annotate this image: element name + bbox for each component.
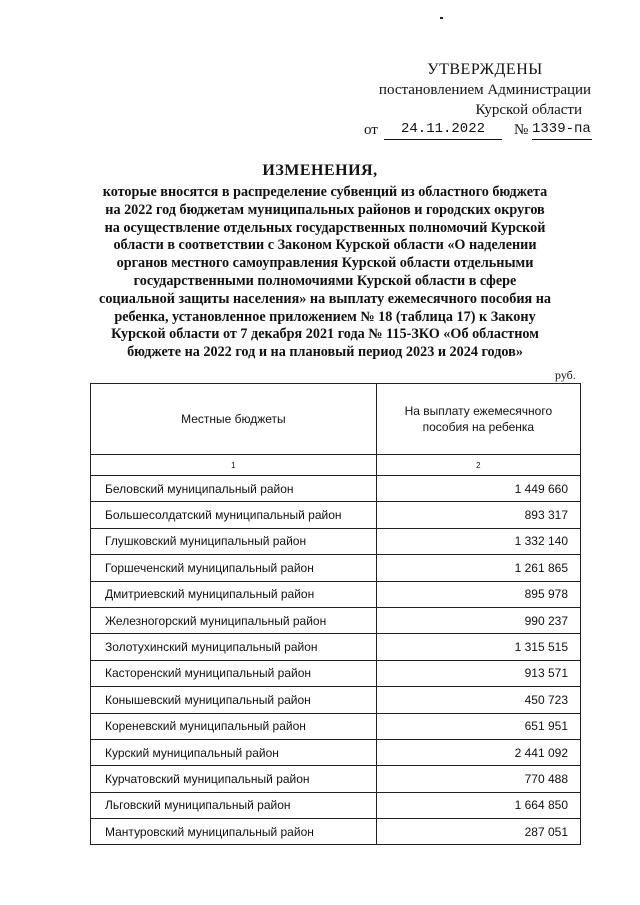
approval-line-2: Курской области bbox=[475, 102, 582, 118]
heading-line: социальной защиты населения» на выплату ежемесячного пособия на bbox=[99, 290, 551, 307]
table-row bbox=[91, 607, 581, 633]
table-row bbox=[91, 502, 581, 528]
table-row bbox=[91, 687, 581, 713]
heading-line: государственными полномочиями Курской области в сфере bbox=[133, 272, 517, 289]
table-row bbox=[91, 739, 581, 765]
subvention-amount: 895 978 bbox=[376, 581, 580, 607]
subvention-amount: 770 488 bbox=[376, 766, 580, 792]
header-payment bbox=[376, 384, 580, 455]
table-header-row bbox=[91, 384, 581, 455]
approval-line-1: постановлением Администрации bbox=[378, 82, 592, 98]
district-name: Золотухинский муниципальный район bbox=[91, 634, 377, 660]
header-local-budgets: Местные бюджеты bbox=[91, 384, 377, 455]
approval-stamp bbox=[360, 60, 610, 140]
heading-line: ребенка, установленное приложением № 18 (таблица 17) к Закону bbox=[114, 308, 536, 325]
district-name: Курчатовский муниципальный район bbox=[91, 766, 377, 792]
district-name: Железногорский муниципальный район bbox=[91, 607, 377, 633]
document-heading bbox=[60, 184, 590, 362]
heading-line: на осуществление отдельных государственных полномочий Курской bbox=[104, 219, 546, 236]
table-column-number-row bbox=[91, 455, 581, 476]
table-row bbox=[91, 581, 581, 607]
table-row bbox=[91, 555, 581, 581]
header-payment-text: На выплату ежемесячного пособия на ребенка bbox=[404, 404, 553, 434]
district-name: Большесолдатский муниципальный район bbox=[91, 502, 377, 528]
subvention-amount: 1 315 515 bbox=[376, 634, 580, 660]
subvention-amount: 287 051 bbox=[376, 819, 580, 845]
subvention-amount: 1 261 865 bbox=[376, 555, 580, 581]
subvention-amount: 450 723 bbox=[376, 687, 580, 713]
heading-line: области в соответствии с Законом Курской области «О наделении bbox=[113, 237, 537, 254]
table-row bbox=[91, 819, 581, 845]
district-name: Курский муниципальный район bbox=[91, 739, 377, 765]
column-number-2: 2 bbox=[376, 455, 580, 476]
scan-mark bbox=[440, 17, 443, 19]
district-name: Касторенский муниципальный район bbox=[91, 660, 377, 686]
date-prefix: от bbox=[364, 122, 378, 138]
district-name: Беловский муниципальный район bbox=[91, 476, 377, 502]
subvention-amount: 1 332 140 bbox=[376, 528, 580, 554]
approval-number: 1339-па bbox=[532, 120, 592, 140]
heading-line: бюджете на 2022 год и на плановый период 2023 и 2024 годов» bbox=[127, 344, 523, 361]
heading-line: Курской области от 7 декабря 2021 года № 115-ЗКО «Об областном bbox=[111, 326, 539, 343]
unit-label: руб. bbox=[555, 368, 576, 382]
district-name: Мантуровский муниципальный район bbox=[91, 819, 377, 845]
heading-line: на 2022 год бюджетам муниципальных районов и городских округов bbox=[105, 201, 545, 218]
table-row bbox=[91, 476, 581, 502]
subvention-amount: 651 951 bbox=[376, 713, 580, 739]
number-prefix: № bbox=[514, 122, 529, 138]
district-name: Горшеченский муниципальный район bbox=[91, 555, 377, 581]
district-name: Кореневский муниципальный район bbox=[91, 713, 377, 739]
heading-line: органов местного самоуправления Курской области отдельными bbox=[116, 255, 534, 272]
subvention-amount: 2 441 092 bbox=[376, 739, 580, 765]
approval-title: УТВЕРЖДЕНЫ bbox=[427, 61, 543, 78]
subvention-table bbox=[90, 383, 581, 845]
subvention-amount: 1 449 660 bbox=[376, 476, 580, 502]
table-row bbox=[91, 634, 581, 660]
document-title: ИЗМЕНЕНИЯ, bbox=[262, 162, 378, 179]
table-row bbox=[91, 528, 581, 554]
district-name: Конышевский муниципальный район bbox=[91, 687, 377, 713]
subvention-amount: 893 317 bbox=[376, 502, 580, 528]
approval-date-line bbox=[360, 120, 610, 140]
table-row bbox=[91, 792, 581, 818]
column-number-1: 1 bbox=[91, 455, 377, 476]
district-name: Льговский муниципальный район bbox=[91, 792, 377, 818]
approval-date: 24.11.2022 bbox=[384, 120, 502, 140]
table-row bbox=[91, 766, 581, 792]
subvention-amount: 913 571 bbox=[376, 660, 580, 686]
table-row bbox=[91, 660, 581, 686]
subvention-amount: 990 237 bbox=[376, 607, 580, 633]
subvention-amount: 1 664 850 bbox=[376, 792, 580, 818]
heading-line: которые вносятся в распределение субвенций из областного бюджета bbox=[102, 184, 548, 200]
district-name: Дмитриевский муниципальный район bbox=[91, 581, 377, 607]
district-name: Глушковский муниципальный район bbox=[91, 528, 377, 554]
table-body bbox=[91, 476, 581, 845]
table-row bbox=[91, 713, 581, 739]
